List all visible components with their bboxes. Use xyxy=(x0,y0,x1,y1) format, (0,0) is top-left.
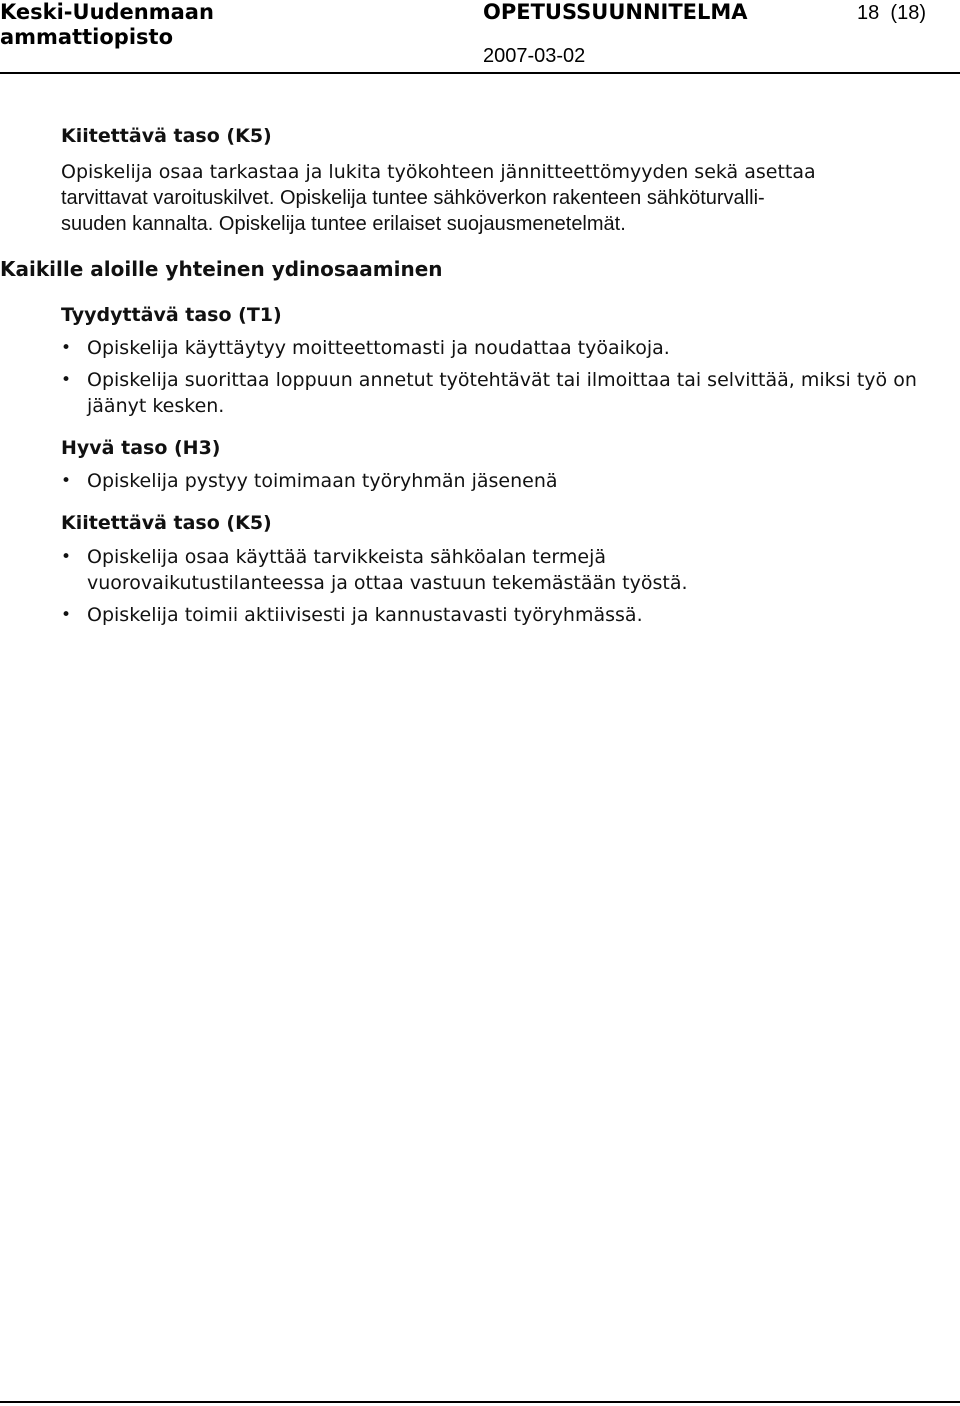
level-heading-k5: Kiitettävä taso (K5) xyxy=(61,512,272,534)
page-total: (18) xyxy=(890,2,926,24)
list-item: • Opiskelija pystyy toimimaan työryhmän jäsenenä xyxy=(61,468,921,494)
level-heading-h3: Hyvä taso (H3) xyxy=(61,437,221,459)
document-body xyxy=(0,123,921,628)
k5-paragraph-line2: tarvittavat varoituskilvet. Opiskelija tuntee sähköverkon rakenteen sähköturvalli- xyxy=(61,187,765,209)
k5-paragraph-line3: suuden kannalta. Opiskelija tuntee erilaiset suojausmenetelmät. xyxy=(61,213,626,235)
k5-paragraph-line1: Opiskelija osaa tarkastaa ja lukita työkohteen jännitteettömyyden sekä asettaa xyxy=(61,161,816,183)
t1-list xyxy=(61,335,921,419)
level-heading-k5-top: Kiitettävä taso (K5) xyxy=(61,125,272,147)
h3-list xyxy=(61,468,921,494)
header-divider xyxy=(0,72,960,74)
document-title: OPETUSSUUNNITELMA xyxy=(483,0,748,24)
document-date: 2007-03-02 xyxy=(483,45,586,67)
k5-list xyxy=(61,544,761,628)
list-item: • Opiskelija osaa käyttää tarvikkeista sähköalan termejä vuorovaikutustilanteessa ja ottaa vastuun tekemästään työstä. xyxy=(61,544,761,596)
page-header xyxy=(0,0,960,74)
organization-name-line1: Keski-Uudenmaan xyxy=(0,0,214,24)
page-number xyxy=(857,1,926,25)
page-current: 18 xyxy=(857,2,880,24)
list-item: • Opiskelija toimii aktiivisesti ja kannustavasti työryhmässä. xyxy=(61,602,761,628)
section-title: Kaikille aloille yhteinen ydinosaaminen xyxy=(0,257,443,281)
list-item: • Opiskelija suorittaa loppuun annetut työtehtävät tai ilmoittaa tai selvittää, miksi työ on jäänyt kesken. xyxy=(61,367,921,419)
footer-divider xyxy=(0,1401,960,1403)
organization-name xyxy=(0,0,214,50)
organization-name-line2: ammattiopisto xyxy=(0,25,174,49)
level-heading-t1: Tyydyttävä taso (T1) xyxy=(61,304,282,326)
list-item: • Opiskelija käyttäytyy moitteettomasti ja noudattaa työaikoja. xyxy=(61,335,921,361)
